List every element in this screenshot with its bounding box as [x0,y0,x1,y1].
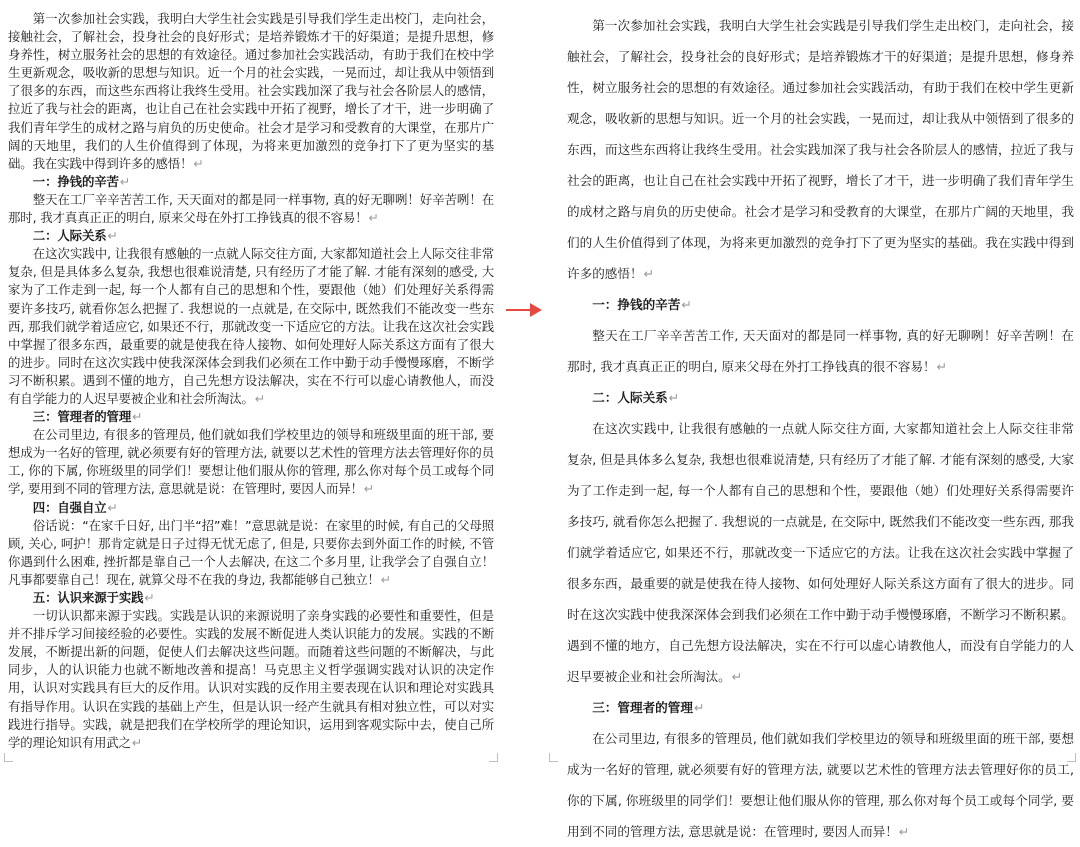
paragraph-mark-icon: ↵ [254,390,266,406]
reformatted-section-heading [567,289,1074,320]
original-paragraph [8,426,494,498]
original-text-run: 一切认识都来源于实践。实践是认识的来源说明了亲身实践的必要性和重要性，但是并不排斥学习间接经验的必要性。实践的发展不断促进人类认识能力的发展。实践的不断发展，不断提出新的问题，促使人们去解决这些问题。而随着这些问题的不断解决，与此同步，人的认识能力也就不断地改善和提高！马克思主义哲学强调实践对认识的决定作用，认识对实践具有巨大的反作用。认识对实践的反作用主要表现在认识和理论对实践具有指导作用。认识在实践的基础上产生，但是认识一经产生就具有相对独立性，可以对实践进行指导。实践，就是把我们在学校所学的理论知识，运用到客观实际中去，使自己所学的理论知识有用武之 [8,608,494,750]
original-section-heading [8,227,494,245]
original-section-heading [8,173,494,191]
reformatted-paragraph [567,723,1074,847]
reformatted-text-run: 第一次参加社会实践，我明白大学生社会实践是引导我们学生走出校门，走向社会，接触社会，了解社会，投身社会的良好形式；是培养锻炼才干的好渠道；是提升思想，修身养性，树立服务社会的思想的有效途径。通过参加社会实践活动，有助于我们在校中学生更新观念，吸收新的思想与知识。近一个月的社会实践，一晃而过，却让我从中领悟到了很多的东西，而这些东西将让我终生受用。社会实践加深了我与社会各阶层人的感情，拉近了我与社会的距离，也让自己在社会实践中开拓了视野，增长了才干，进一步明确了我们青年学生的成材之路与肩负的历史使命。社会才是学习和受教育的大课堂，在那片广阔的天地里，我们的人生价值得到了体现，为将来更加激烈的竞争打下了更为坚实的基础。我在实践中得到许多的感悟！ [567,18,1074,281]
reformatted-paragraph [567,413,1074,692]
paragraph-mark-icon: ↵ [668,390,680,405]
original-section-heading [8,499,494,517]
paragraph-mark-icon: ↵ [107,228,118,244]
paragraph-mark-icon: ↵ [731,669,743,684]
paragraph-mark-icon: ↵ [643,266,655,281]
original-paragraph [8,245,494,408]
original-paragraph [8,191,494,227]
reformatted-paragraph [567,320,1074,382]
page-corner-mark [1067,753,1076,762]
paragraph-mark-icon: ↵ [681,297,692,312]
paragraph-mark-icon: ↵ [693,700,705,715]
reformatted-section-heading [567,382,1074,413]
original-text-run: 二：人际关系 [32,228,107,244]
reformatted-document-text [545,0,1080,847]
original-text-run: 俗话说：“在家千日好, 出门半“招”难！”意思就是说：在家里的时候, 有自己的父母照顾, 关心, 呵护！那肯定就是日子过得无忧无虑了, 但是, 只要你去到外面工作的时候, 不管你遇到什么困难, 挫折都是靠自己一个人去解决, 在这二个多月里, 让我学会了自强自立！凡事都要靠自己！现在, 就算父母不在我的身边, 我都能够自己独立！ [8,517,494,587]
paragraph-mark-icon: ↵ [131,734,143,750]
original-paragraph [8,607,494,752]
reformatted-text-run: 在这次实践中, 让我很有感触的一点就人际交往方面, 大家都知道社会上人际交往非常复杂, 但是具体多么复杂, 我想也很难说清楚, 只有经历了才能了解. 才能有深刻的感受, 大家为了工作走到一起, 每一个人都有自己的思想和个性，要跟他（她）们处理好关系得需要许多技巧, 就看你怎么把握了. 我想说的一点就是, 在交际中, 既然我们不能改变一些东西, 那我们就学着适应它, 如果还不行，那就改变一下适应它的方法。让我在这次社会实践中掌握了很多东西，最重要的就是使我在待人接物、如何处理好人际关系这方面有了很大的进步。同时在这次实践中使我深深体会到我们必须在工作中勤于动手慢慢琢磨，不断学习不断积累。遇到不懂的地方，自己先想方设法解决，实在不行可以虚心请教他人，而没有自学能力的人迟早要被企业和社会所淘汰。 [567,421,1074,684]
reformatted-section-heading [567,692,1074,723]
page-corner-mark [549,753,558,762]
original-document-page [0,0,502,766]
paragraph-mark-icon: ↵ [119,173,131,189]
original-text-run: 在这次实践中, 让我很有感触的一点就人际交往方面, 大家都知道社会上人际交往非常复杂, 但是具体多么复杂, 我想也很难说清楚, 只有经历了才能了解. 才能有深刻的感受, 大家为了工作走到一起, 每一个人都有自己的思想和个性，要跟他（她）们处理好关系得需要许多技巧, 就看你怎么把握了. 我想说的一点就是, 在交际中, 既然我们不能改变一些东西, 那我们就学着适应它, 如果还不行，那就改变一下适应它的方法。让我在这次社会实践中掌握了很多东西，最重要的就是使我在待人接物、如何处理好人际关系这方面有了很大的进步。同时在这次实践中使我深深体会到我们必须在工作中勤于动手慢慢琢磨，不断学习不断积累。遇到不懂的地方，自己先想方设法解决，实在不行可以虚心请教他人，而没有自学能力的人迟早要被企业和社会所淘汰。 [8,246,494,406]
paragraph-mark-icon: ↵ [936,359,948,374]
paragraph-mark-icon: ↵ [380,571,392,587]
original-section-heading [8,408,494,426]
reformatted-text-run: 一：挣钱的辛苦 [592,297,681,312]
reformatted-text-run: 二：人际关系 [592,390,668,405]
original-text-run: 整天在工厂辛辛苦苦工作, 天天面对的都是同一样事物, 真的好无聊咧！好辛苦咧！在那时, 我才真真正正的明白, 原来父母在外打工挣钱真的很不容易！ [8,191,494,226]
original-text-run: 四：自强自立 [32,499,107,515]
original-text-run: 第一次参加社会实践，我明白大学生社会实践是引导我们学生走出校门，走向社会，接触社会，了解社会，投身社会的良好形式；是培养锻炼才干的好渠道；是提升思想，修身养性，树立服务社会的思想的有效途径。通过参加社会实践活动，有助于我们在校中学生更新观念，吸收新的思想与知识。近一个月的社会实践，一晃而过，却让我从中领悟到了很多的东西，而这些东西将让我终生受用。社会实践加深了我与社会各阶层人的感情，拉近了我与社会的距离，也让自己在社会实践中开拓了视野，增长了才干，进一步明确了我们青年学生的成材之路与肩负的历史使命。社会才是学习和受教育的大课堂，在那片广阔的天地里，我们的人生价值得到了体现，为将来更加激烈的竞争打下了更为坚实的基础。我在实践中得到许多的感悟！ [8,11,494,171]
original-text-run: 一：挣钱的辛苦 [32,173,119,189]
paragraph-mark-icon: ↵ [898,824,910,839]
original-section-heading [8,589,494,607]
paragraph-mark-icon: ↵ [368,210,379,226]
paragraph-mark-icon: ↵ [107,499,118,515]
paragraph-mark-icon: ↵ [193,155,204,171]
reformatted-text-run: 在公司里边, 有很多的管理员, 他们就如我们学校里边的领导和班级里面的班干部, 要想成为一名好的管理, 就必须要有好的管理方法, 就要以艺术性的管理方法去管理好你的员工, 你的下属, 你班级里的同学们！要想让他们服从你的管理, 那么你对每个员工或每个同学, 要用到不同的管理方法, 意思就是说：在管理时, 要因人而异！ [567,731,1074,839]
reformatted-paragraph [567,10,1074,289]
reformatted-text-run: 整天在工厂辛辛苦苦工作, 天天面对的都是同一样事物, 真的好无聊咧！好辛苦咧！在那时, 我才真真正正的明白, 原来父母在外打工挣钱真的很不容易！ [567,328,1074,374]
red-right-arrow-icon [504,300,544,320]
original-text-run: 在公司里边, 有很多的管理员, 他们就如我们学校里边的领导和班级里面的班干部, 要想成为一名好的管理, 就必须要有好的管理方法, 就要以艺术性的管理方法去管理好你的员工, 你的下属, 你班级里的同学们！要想让他们服从你的管理, 那么你对每个员工或每个同学, 要用到不同的管理方法, 意思就是说：在管理时, 要因人而异！ [8,427,494,497]
paragraph-mark-icon: ↵ [144,590,155,605]
original-document-text [0,0,502,752]
page-corner-mark [4,753,13,762]
original-text-run: 三：管理者的管理 [32,409,132,425]
original-text-run: 五：认识来源于实践 [32,590,144,605]
original-paragraph [8,10,494,173]
paragraph-mark-icon: ↵ [132,409,143,425]
page-corner-mark [489,753,498,762]
paragraph-mark-icon: ↵ [363,481,375,497]
reformatted-text-run: 三：管理者的管理 [592,700,693,715]
original-paragraph [8,517,494,589]
reformatted-document-page [545,0,1080,839]
